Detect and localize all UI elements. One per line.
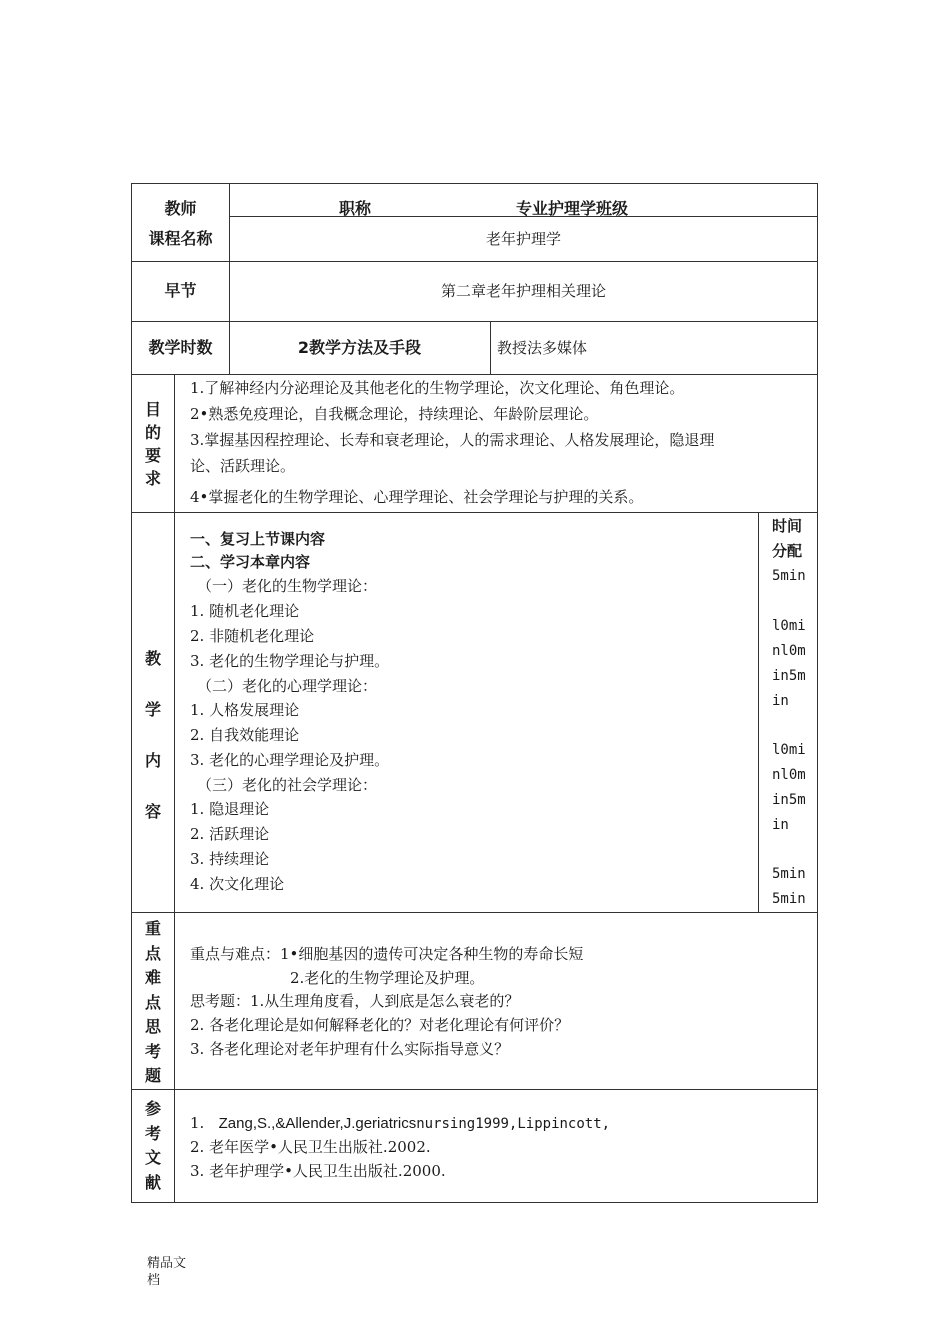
lesson-plan-table bbox=[131, 183, 818, 1203]
time-value: 5min bbox=[772, 866, 806, 882]
rule bbox=[490, 321, 491, 374]
label-char: 题 bbox=[144, 1066, 161, 1085]
chapter-label: 早节 bbox=[164, 281, 197, 300]
time-value: 5min bbox=[772, 568, 806, 584]
list-item: 1. 人格发展理论 bbox=[190, 701, 300, 719]
time-value: in bbox=[772, 693, 789, 709]
content-label bbox=[132, 633, 174, 837]
time-value: in5m bbox=[772, 792, 806, 808]
rule bbox=[132, 261, 818, 262]
objective-line: 4•掌握老化的生物学理论、心理学理论、社会学理论与护理的关系。 bbox=[190, 488, 644, 506]
content-heading-review: 一、复习上节课内容 bbox=[190, 530, 326, 548]
objectives-label bbox=[132, 398, 174, 490]
label-char: 点 bbox=[144, 943, 161, 963]
label-char: 容 bbox=[144, 802, 161, 821]
label-char: 考 bbox=[144, 1123, 161, 1143]
label-char: 文 bbox=[144, 1148, 161, 1167]
time-value: l0mi bbox=[772, 742, 806, 758]
label-char: 重 bbox=[144, 919, 161, 938]
question-line: 3. 各老化理论对老年护理有什么实际指导意义？ bbox=[190, 1040, 510, 1058]
key-point-line: 2.老化的生物学理论及护理。 bbox=[290, 969, 485, 987]
course-name-value: 老年护理学 bbox=[485, 230, 561, 248]
objective-line: 3.掌握基因程控理论、长寿和衰老理论，人的需求理论、人格发展理论，隐退理 bbox=[190, 431, 715, 449]
question-line: 2. 各老化理论是如何解释老化的？对老化理论有何评价？ bbox=[190, 1016, 570, 1034]
label-char: 点 bbox=[144, 992, 161, 1012]
reference-publisher: nursing1999,Lippincott, bbox=[416, 1116, 611, 1132]
reference-2: 2. 老年医学•人民卫生出版社.2002. bbox=[190, 1138, 431, 1156]
time-value: in bbox=[772, 817, 789, 833]
list-item: 4. 次文化理论 bbox=[190, 875, 285, 893]
label-char: 献 bbox=[144, 1172, 161, 1192]
rule bbox=[132, 512, 818, 513]
footer-watermark bbox=[147, 1255, 195, 1289]
time-value: 5min bbox=[772, 891, 806, 907]
references-label bbox=[132, 1097, 174, 1195]
objective-line: 论、活跃理论。 bbox=[190, 457, 296, 475]
content-heading-chapter: 二、学习本章内容 bbox=[190, 553, 311, 571]
label-char: 考 bbox=[144, 1041, 161, 1061]
time-header: 时间 bbox=[772, 517, 803, 535]
hours-value: 2教学方法及手段 bbox=[297, 338, 422, 357]
label-char: 教 bbox=[144, 649, 161, 668]
list-item: 1. 隐退理论 bbox=[190, 800, 270, 818]
footer-line: 档 bbox=[147, 1273, 161, 1288]
course-name-label: 课程名称 bbox=[148, 229, 213, 248]
chapter-value: 第二章老年护理相关理论 bbox=[440, 282, 606, 300]
list-item: 2. 非随机老化理论 bbox=[190, 627, 315, 645]
time-value: in5m bbox=[772, 668, 806, 684]
time-value: nl0m bbox=[772, 767, 806, 783]
list-item: 3. 持续理论 bbox=[190, 850, 270, 868]
label-char: 学 bbox=[144, 700, 161, 719]
list-item: 3. 老化的心理学理论及护理。 bbox=[190, 751, 390, 769]
reference-3: 3. 老年护理学•人民卫生出版社.2000. bbox=[190, 1162, 446, 1180]
major-label: 专业护理学班级 bbox=[516, 199, 629, 218]
question-line: 思考题：1.从生理角度看，人到底是怎么衰老的？ bbox=[190, 992, 520, 1010]
rule bbox=[174, 374, 175, 1203]
footer-line: 精品文 bbox=[147, 1256, 187, 1271]
reference-number: 1. bbox=[190, 1114, 205, 1132]
label-char: 的 bbox=[144, 423, 161, 442]
section-title: （三）老化的社会学理论： bbox=[197, 776, 378, 794]
objective-line: 1.了解神经内分泌理论及其他老化的生物学理论，次文化理论、角色理论。 bbox=[190, 379, 685, 397]
rule bbox=[132, 1089, 818, 1090]
section-title: （一）老化的生物学理论： bbox=[197, 577, 378, 595]
objective-line: 2•熟悉免疫理论，自我概念理论，持续理论、年龄阶层理论。 bbox=[190, 405, 599, 423]
label-char: 求 bbox=[144, 469, 161, 488]
label-char: 参 bbox=[144, 1099, 161, 1118]
label-char: 难 bbox=[144, 968, 161, 987]
rule bbox=[132, 374, 818, 375]
key-point-line: 重点与难点：1•细胞基因的遗传可决定各种生物的寿命长短 bbox=[190, 945, 584, 963]
label-char: 要 bbox=[144, 446, 161, 465]
reference-1 bbox=[190, 1111, 610, 1137]
hours-label: 教学时数 bbox=[148, 338, 213, 357]
list-item: 3. 老化的生物学理论与护理。 bbox=[190, 652, 390, 670]
time-value: nl0m bbox=[772, 643, 806, 659]
time-value: l0mi bbox=[772, 618, 806, 634]
label-char: 目 bbox=[144, 400, 161, 419]
reference-authors: Zang,S.,&Allender,J.geriatrics bbox=[218, 1115, 417, 1132]
key-points-label bbox=[132, 917, 174, 1089]
rule bbox=[132, 912, 818, 913]
list-item: 1. 随机老化理论 bbox=[190, 602, 300, 620]
list-item: 2. 活跃理论 bbox=[190, 825, 270, 843]
title-label: 职称 bbox=[339, 199, 372, 218]
list-item: 2. 自我效能理论 bbox=[190, 726, 300, 744]
time-header: 分配 bbox=[772, 542, 803, 560]
rule bbox=[132, 321, 818, 322]
label-char: 内 bbox=[144, 751, 161, 770]
teacher-label: 教师 bbox=[164, 199, 197, 218]
label-char: 思 bbox=[144, 1017, 161, 1036]
section-title: （二）老化的心理学理论： bbox=[197, 677, 378, 695]
rule bbox=[758, 512, 759, 912]
teaching-method-value: 教授法多媒体 bbox=[497, 339, 588, 357]
